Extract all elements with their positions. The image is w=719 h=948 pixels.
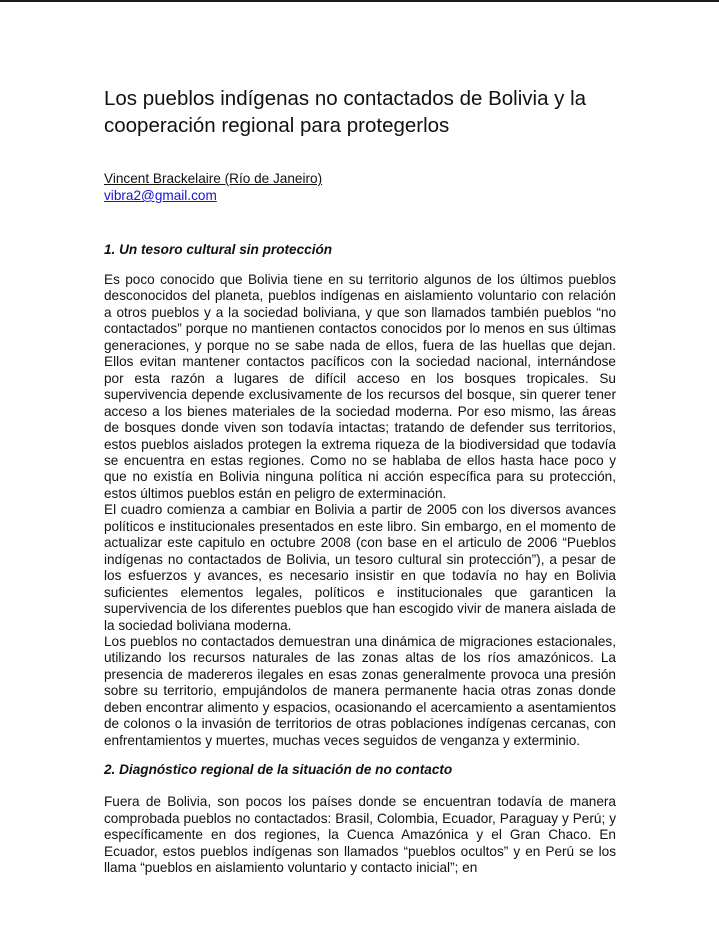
section-1-paragraph-1: Es poco conocido que Bolivia tiene en su territorio algunos de los últimos pueblos desconocidos del planeta, pueblos indígenas en aislamiento voluntario con relación a otros pueblos y a la sociedad boliviana, y que son llamados también pueblos “no contactados” porque no mantienen contactos conocidos por lo menos en sus últimas generaciones, y porque no se sabe nada de ellos, fuera de las huellas que dejan. Ellos evitan mantener contactos pacíficos con la sociedad nacional, internándose por esta razón a lugares de difícil acceso en los bosques tropicales. Su supervivencia depende exclusivamente de los recursos del bosque, sin querer tener acceso a los bienes materiales de la sociedad moderna. Por eso mismo, las áreas de bosques donde viven son todavía intactas; tratando de defender sus territorios, estos pueblos aislados protegen la extrema riqueza de la biodiversidad que todavía se encuentra en estas regiones. Como no se hablaba de ellos hasta hace poco y que no existía en Bolivia ninguna política ni acción específica para su protección, estos últimos pueblos están en peligro de exterminación.	[104, 272, 616, 501]
section-heading-1: 1. Un tesoro cultural sin protección	[104, 242, 333, 257]
author-email-link[interactable]: vibra2@gmail.com	[104, 188, 217, 203]
page-top-border	[0, 0, 719, 2]
document-page	[104, 85, 616, 876]
section-1-paragraph-3: Los pueblos no contactados demuestran una dinámica de migraciones estacionales, utilizando los recursos naturales de las zonas altas de los ríos amazónicos. La presencia de madereros ilegales en esas zonas generalmente provoca una presión sobre su territorio, empujándolos de manera permanente hacia otras zonas donde deben encontrar alimento y espacios, ocasionando el acercamiento a asentamientos de colonos o la invasión de territorios de otras poblaciones indígenas cercanas, con enfrentamientos y muertes, muchas veces seguidos de venganza y exterminio.	[104, 633, 616, 748]
section-1-paragraph-2: El cuadro comienza a cambiar en Bolivia a partir de 2005 con los diversos avances políticos e institucionales presentados en este libro. Sin embargo, en el momento de actualizar este capitulo en octubre 2008 (con base en el articulo de 2006 “Pueblos indígenas no contactados de Bolivia, un tesoro cultural sin protección”), a pesar de los esfuerzos y avances, es necesario insistir en que todavía no hay en Bolivia suficientes elementos legales, políticos e institucionales que garanticen la supervivencia de los diferentes pueblos que han escogido vivir de manera aislada de la sociedad boliviana moderna.	[104, 502, 616, 633]
author-block	[104, 170, 616, 204]
document-title: Los pueblos indígenas no contactados de Bolivia y la cooperación regional para protegerlos	[104, 87, 587, 137]
section-2-paragraph-1: Fuera de Bolivia, son pocos los países donde se encuentran todavía de manera comprobada pueblos no contactados: Brasil, Colombia, Ecuador, Paraguay y Perú; y específicamente en dos regiones, la Cuenca Amazónica y el Gran Chaco. En Ecuador, estos pueblos indígenas son llamados “pueblos ocultos” y en Perú se los llama “pueblos en aislamiento voluntario y contacto inicial”; en	[104, 794, 616, 875]
section-heading-2: 2. Diagnóstico regional de la situación de no contacto	[104, 762, 453, 778]
author-name: Vincent Brackelaire (Río de Janeiro)	[104, 171, 323, 186]
